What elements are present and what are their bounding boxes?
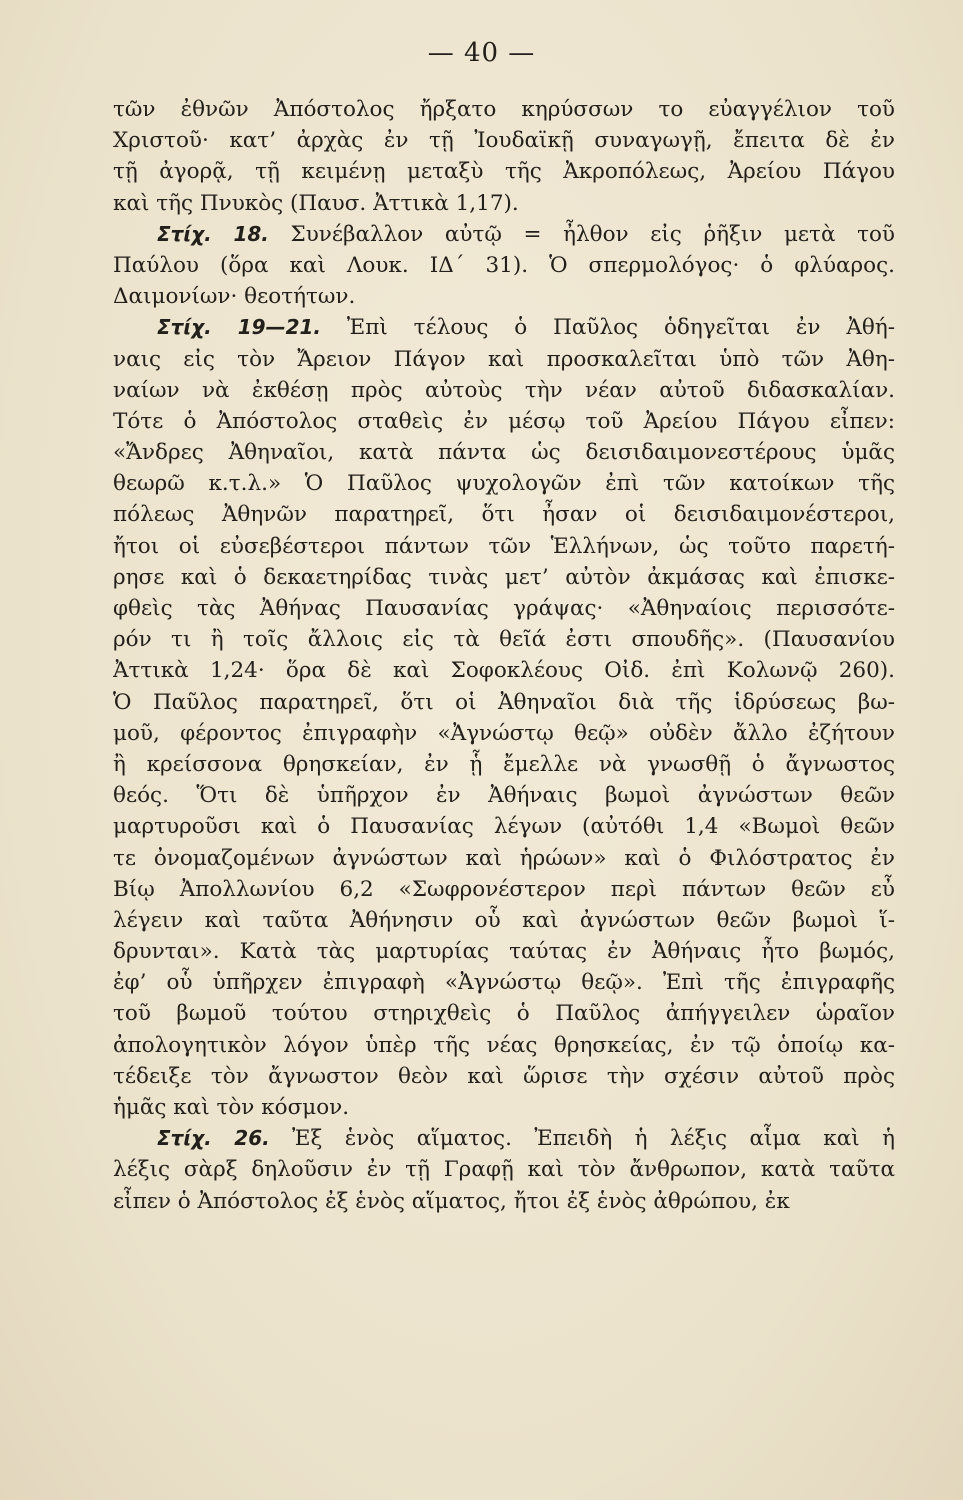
line-text: τῇ ἀγορᾷ, τῇ κειμένῃ μεταξὺ τῆς Ἀκροπόλεως, Ἀρείου Πάγου [113,159,895,185]
text-line [113,375,895,406]
text-line [113,156,895,187]
text-line [113,905,895,936]
text-line [113,406,895,437]
text-line [113,250,895,281]
line-text: πόλεως Ἀθηνῶν παρατηρεῖ, ὅτι ἦσαν οἱ δεισιδαιμονέστεροι, [113,502,895,528]
line-text: τέδειξε τὸν ἄγνωστον θεὸν καὶ ὥρισε τὴν σχέσιν αὐτοῦ πρὸς [113,1063,895,1089]
text-line [113,437,895,468]
line-text: εἶπεν ὁ Ἀπόστολος ἐξ ἑνὸς αἵματος, ἤτοι ἐξ ἑνὸς ἀθρώπου, ἐκ [113,1188,790,1214]
text-line [113,531,895,562]
text-line [113,499,895,530]
line-text: μοῦ, φέροντος ἐπιγραφὴν «Ἀγνώστῳ θεῷ» οὐδὲν ἄλλο ἐζήτουν [113,720,895,746]
line-text: ἐφ’ οὗ ὑπῆρχεν ἐπιγραφὴ «Ἀγνώστῳ θεῷ». Ἐπὶ τῆς ἐπιγραφῆς [113,970,895,996]
line-text: ἢ κρείσσονα θρησκείαν, ἐν ᾗ ἔμελλε νὰ γνωσθῇ ὁ ἄγνωστος [113,751,895,777]
line-text: Ἐπὶ τέλους ὁ Παῦλος ὁδηγεῖται ἐν Ἀθή- [321,315,895,341]
text-line [113,125,895,156]
text-line [113,1092,895,1123]
line-text: ἡμᾶς καὶ τὸν κόσμον. [113,1095,350,1120]
line-text: φθεὶς τὰς Ἀθήνας Παυσανίας γράψας· «Ἀθηναίοις περισσότε- [113,596,895,621]
verse-heading: Στίχ. 18. [157,221,269,246]
line-text: θεωρῶ κ.τ.λ.» Ὁ Παῦλος ψυχολογῶν ἐπὶ τῶν κατοίκων τῆς [113,471,895,497]
text-line [113,718,895,749]
line-text: μαρτυροῦσι καὶ ὁ Παυσανίας λέγων (αὐτόθι 1,4 «Βωμοὶ θεῶν [113,814,895,840]
line-text: Ἐξ ἑνὸς αἵματος. Ἐπειδὴ ἡ λέξις αἷμα καὶ ἡ [269,1126,895,1152]
line-text: ναις εἰς τὸν Ἄρειον Πάγον καὶ προσκαλεῖται ὑπὸ τῶν Ἀθη- [113,346,895,372]
line-text: τῶν ἐθνῶν Ἀπόστολος ἤρξατο κηρύσσων το εὐαγγέλιον τοῦ [113,97,895,122]
text-line [113,1154,895,1185]
line-text: Τότε ὁ Ἀπόστολος σταθεὶς ἐν μέσῳ τοῦ Ἀρείου Πάγου εἶπεν: [113,408,895,434]
text-line [113,1186,895,1217]
text-line [113,344,895,375]
text-line [113,655,895,686]
page-number: — 40 — [427,38,536,68]
line-text: δρυνται». Κατὰ τὰς μαρτυρίας ταύτας ἐν Ἀθήναις ἦτο βωμός, [113,939,895,965]
line-text: ρησε καὶ ὁ δεκαετηρίδας τινὰς μετ’ αὐτὸν ἀκμάσας καὶ ἐπισκε- [113,564,895,590]
text-line [113,219,895,250]
text-line [113,593,895,624]
text-line [113,998,895,1029]
text-line [113,562,895,593]
text-line [113,188,895,219]
text-line [113,94,895,125]
body-text [113,94,895,1217]
text-line [113,811,895,842]
line-text: ἤτοι οἱ εὐσεβέστεροι πάντων τῶν Ἑλλήνων, ὡς τοῦτο παρετή- [113,533,895,559]
text-line [113,624,895,655]
text-line [113,967,895,998]
line-text: τοῦ βωμοῦ τούτου στηριχθεὶς ὁ Παῦλος ἀπήγγειλεν ὡραῖον [113,1001,895,1027]
line-text: θεός. Ὅτι δὲ ὑπῆρχον ἐν Ἀθήναις βωμοὶ ἀγνώστων θεῶν [113,783,895,809]
text-line [113,468,895,499]
line-text: «Ἄνδρες Ἀθηναῖοι, κατὰ πάντα ὡς δεισιδαιμονεστέρους ὑμᾶς [113,440,895,466]
line-text: Ὁ Παῦλος παρατηρεῖ, ὅτι οἱ Ἀθηναῖοι διὰ τῆς ἱδρύσεως βω- [113,689,895,715]
line-text: Δαιμονίων· θεοτήτων. [113,284,356,310]
verse-heading: Στίχ. 19—21. [157,315,321,340]
line-text: ἀπολογητικὸν λόγον ὑπὲρ τῆς νέας θρησκείας, ἐν τῷ ὁποίῳ κα- [113,1032,895,1058]
text-line [113,281,895,312]
text-line [113,312,895,343]
line-text: τε ὀνομαζομένων ἀγνώστων καὶ ἡρώων» καὶ ὁ Φιλόστρατος ἐν [113,845,895,871]
line-text: Παύλου (ὅρα καὶ Λουκ. ΙΔ΄ 31). Ὁ σπερμολόγος· ὁ φλύαρος. [113,252,895,278]
text-line [113,1123,895,1154]
line-text: ναίων νὰ ἐκθέσῃ πρὸς αὐτοὺς τὴν νέαν αὐτοῦ διδασκαλίαν. [113,377,895,403]
line-text: Χριστοῦ· κατ’ ἀρχὰς ἐν τῇ Ἰουδαϊκῇ συναγωγῇ, ἔπειτα δὲ ἐν [113,128,895,154]
verse-heading: Στίχ. 26. [157,1126,270,1151]
text-line [113,1030,895,1061]
text-line [113,1061,895,1092]
line-text: Συνέβαλλον αὐτῷ = ἦλθον εἰς ῥῆξιν μετὰ τοῦ [268,221,895,247]
text-line [113,749,895,780]
text-line [113,843,895,874]
text-line [113,936,895,967]
line-text: Ἀττικὰ 1,24· ὅρα δὲ καὶ Σοφοκλέους Οἰδ. ἐπὶ Κολωνῷ 260). [113,658,895,684]
line-text: λέξις σὰρξ δηλοῦσιν ἐν τῇ Γραφῇ καὶ τὸν ἄνθρωπον, κατὰ ταῦτα [113,1157,895,1183]
text-line [113,687,895,718]
text-line [113,780,895,811]
line-text: Βίῳ Ἀπολλωνίου 6,2 «Σωφρονέστερον περὶ πάντων θεῶν εὖ [113,876,895,902]
line-text: λέγειν καὶ ταῦτα Ἀθήνησιν οὗ καὶ ἀγνώστων θεῶν βωμοὶ ἵ- [113,907,895,933]
text-line [113,874,895,905]
line-text: καὶ τῆς Πνυκὸς (Παυσ. Ἀττικὰ 1,17). [113,190,519,216]
line-text: ρόν τι ἢ τοῖς ἄλλοις εἰς τὰ θεῖά ἐστι σπουδῆς». (Παυσανίου [113,627,895,653]
